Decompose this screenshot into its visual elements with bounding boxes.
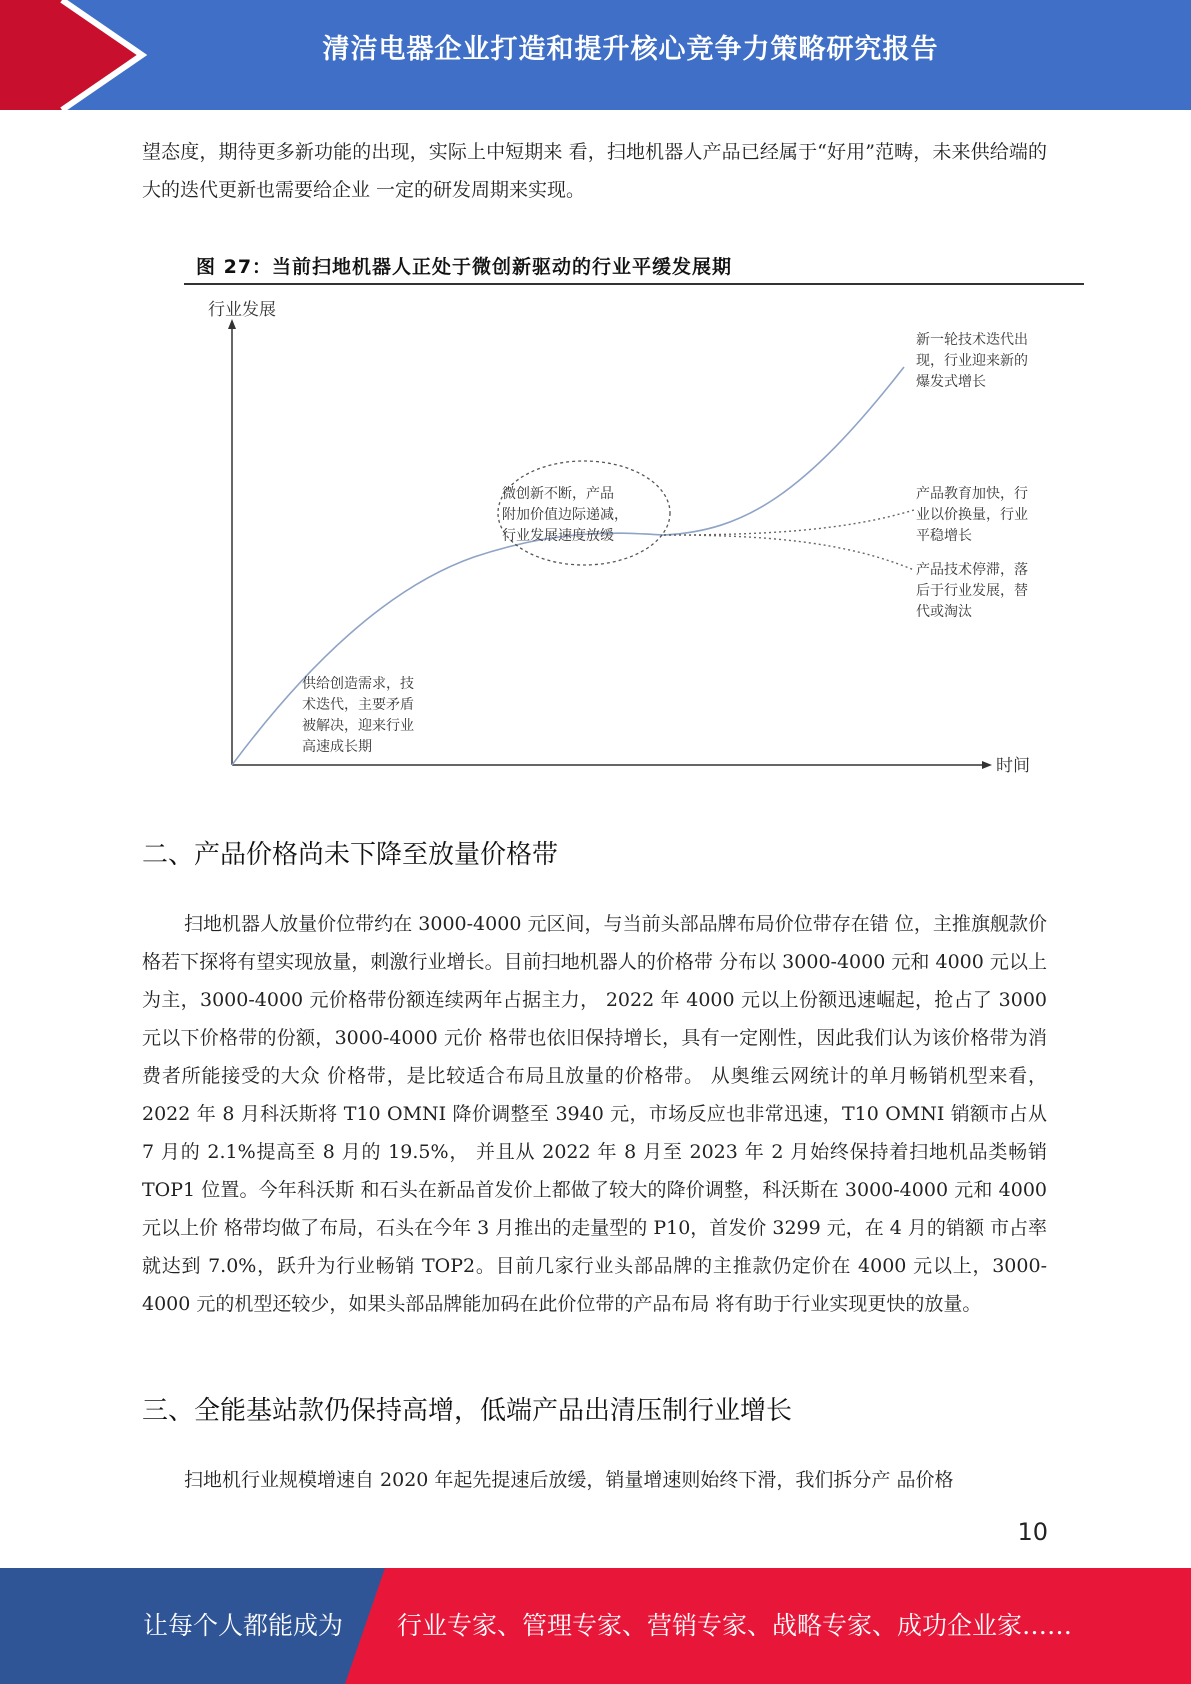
annotation-line: 现，行业迎来新的 [916, 353, 1028, 369]
figure-rule [184, 283, 1084, 285]
section-3-heading: 三、全能基站款仍保持高增，低端产品出清压制行业增长 [142, 1396, 793, 1426]
annotation-line: 供给创造需求，技 [302, 676, 414, 692]
intro-block [142, 133, 1047, 209]
annotation-line: 产品技术停滞，落 [916, 562, 1028, 578]
annotation-line: 后于行业发展，替 [916, 583, 1028, 599]
annotation-line: 行业发展速度放缓 [502, 528, 614, 544]
annotation-line: 爆发式增长 [916, 374, 986, 390]
intro-paragraph: 望态度，期待更多新功能的出现，实际上中短期来 看，扫地机器人产品已经属于“好用”范畴，未来供给端的大的迭代更新也需要给企业 一定的研发周期来实现。 [142, 141, 1047, 201]
annotation-line: 微创新不断，产品 [502, 486, 614, 502]
y-axis-arrow-icon [228, 319, 236, 329]
section-2-body [142, 905, 1047, 1323]
section-3-paragraph: 扫地机行业规模增速自 2020 年起先提速后放缓，销量增速则始终下滑，我们拆分产 品价格 [184, 1469, 954, 1491]
annotation-line: 新一轮技术迭代出 [916, 332, 1028, 348]
page-header [0, 0, 1191, 110]
section-2-paragraph: 扫地机器人放量价位带约在 3000-4000 元区间，与当前头部品牌布局价位带存在错 位，主推旗舰款价格若下探将有望实现放量，刺激行业增长。目前扫地机器人的价格带 分布以 3000-4000 元和 4000 元以上为主，3000-4000 元价格带份额连续两年占据主力， 2022 年 4000 元以上份额迅速崛起，抢占了 3000 元以下价格带的份额，3000-4000 元价 格带也依旧保持增长，具有一定刚性，因此我们认为该价格带为消费者所能接受的大众 价格带，是比较适合布局且放量的价格带。 从奥维云网统计的单月畅销机型来看，2022 年 8 月科沃斯将 T10 OMNI 降价调整至 3940 元，市场反应也非常迅速，T10 OMNI 销额市占从 7 月的 2.1%提高至 8 月的 19.5%， 并且从 2022 年 8 月至 2023 年 2 月始终保持着扫地机品类畅销 TOP1 位置。今年科沃斯 和石头在新品首发价上都做了较大的降价调整，科沃斯在 3000-4000 元和 4000 元以上价 格带均做了布局，石头在今年 3 月推出的走量型的 P10，首发价 3299 元，在 4 月的销额 市占率就达到 7.0%，跃升为行业畅销 TOP2。目前几家行业头部品牌的主推款仍定价在 4000 元以上，3000-4000 元的机型还较少，如果头部品牌能加码在此价位带的产品布局 将有助于行业实现更快的放量。 [142, 913, 1047, 1315]
annotation-line: 高速成长期 [302, 739, 372, 755]
annotation-steady [916, 485, 1028, 544]
annotation-lower [916, 561, 1028, 620]
section-2-heading: 二、产品价格尚未下降至放量价格带 [142, 840, 559, 870]
annotation-line: 附加价值边际递减， [502, 507, 628, 523]
decline-branch [664, 535, 914, 570]
annotation-line: 业以价换量，行业 [916, 507, 1028, 523]
figure-title: 图 27：当前扫地机器人正处于微创新驱动的行业平缓发展期 [196, 256, 733, 278]
annotation-line: 代或淘汰 [916, 604, 972, 620]
page-number: 10 [1017, 1518, 1048, 1546]
report-title: 清洁电器企业打造和提升核心竞争力策略研究报告 [322, 34, 939, 65]
y-axis-label: 行业发展 [208, 300, 276, 320]
x-axis-label: 时间 [996, 756, 1030, 776]
header-chevron-icon [0, 0, 160, 110]
section-3-body [142, 1461, 1047, 1499]
steady-growth-branch [664, 510, 914, 535]
annotation-line: 术迭代，主要矛盾 [302, 697, 414, 713]
footer-slogan-right: 行业专家、管理专家、营销专家、战略专家、成功企业家…… [397, 1611, 1073, 1640]
annotation-middle [502, 485, 628, 544]
footer-slogan-left: 让每个人都能成为 [143, 1611, 344, 1640]
x-axis-arrow-icon [982, 761, 992, 769]
industry-development-diagram [184, 295, 1084, 785]
growth-curve [232, 533, 664, 765]
annotation-line: 被解决，迎来行业 [302, 718, 414, 734]
annotation-line: 产品教育加快，行 [916, 486, 1028, 502]
explosive-growth-branch [664, 367, 904, 535]
page-footer [0, 1568, 1191, 1684]
annotation-upper [916, 331, 1028, 390]
annotation-line: 平稳增长 [916, 528, 972, 544]
annotation-early [302, 675, 414, 755]
